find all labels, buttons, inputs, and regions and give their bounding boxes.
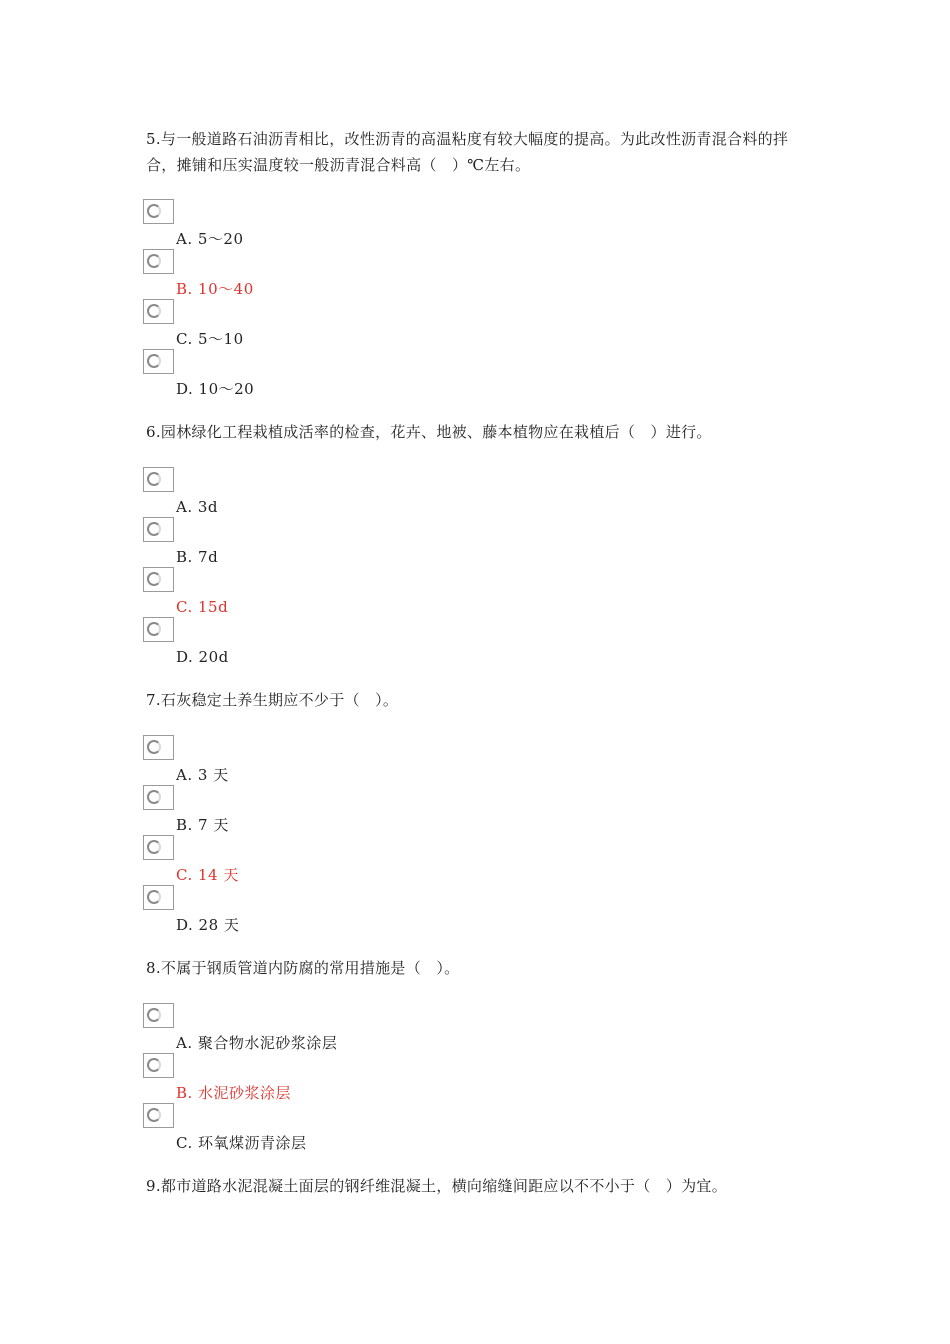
question-6-text: 6.园林绿化工程栽植成活率的检查，花卉、地被、藤本植物应在栽植后（ ）进行。 [146, 423, 712, 441]
radio-circle-icon [147, 572, 161, 586]
option-q6-c: C. 15d [176, 598, 229, 616]
radio-q5-d[interactable] [143, 349, 174, 374]
option-q7-a: A. 3 天 [176, 766, 229, 784]
option-q6-a: A. 3d [176, 498, 219, 516]
radio-q6-a[interactable] [143, 467, 174, 492]
option-q7-b: B. 7 天 [176, 816, 229, 834]
radio-circle-icon [147, 304, 161, 318]
radio-circle-icon [147, 472, 161, 486]
radio-circle-icon [147, 1008, 161, 1022]
radio-circle-icon [147, 522, 161, 536]
radio-q6-b[interactable] [143, 517, 174, 542]
radio-circle-icon [147, 1058, 161, 1072]
radio-q7-d[interactable] [143, 885, 174, 910]
radio-circle-icon [147, 204, 161, 218]
question-9-text: 9.都市道路水泥混凝土面层的钢纤维混凝土，横向缩缝间距应以不不小于（ ）为宜。 [146, 1177, 728, 1195]
radio-q8-c[interactable] [143, 1103, 174, 1128]
radio-q5-c[interactable] [143, 299, 174, 324]
question-8-text: 8.不属于钢质管道内防腐的常用措施是（ ）。 [146, 959, 460, 977]
radio-circle-icon [147, 354, 161, 368]
option-q7-d: D. 28 天 [176, 916, 240, 934]
option-q5-d: D. 10～20 [176, 380, 255, 398]
radio-circle-icon [147, 890, 161, 904]
radio-q7-b[interactable] [143, 785, 174, 810]
option-q8-b: B. 水泥砂浆涂层 [176, 1084, 292, 1102]
radio-circle-icon [147, 622, 161, 636]
option-q7-c: C. 14 天 [176, 866, 239, 884]
radio-q8-a[interactable] [143, 1003, 174, 1028]
question-5-text: 5.与一般道路石油沥青相比，改性沥青的高温粘度有较大幅度的提高。为此改性沥青混合料的拌合，摊铺和压实温度较一般沥青混合料高（ ）℃左右。 [146, 130, 789, 174]
radio-circle-icon [147, 254, 161, 268]
radio-q7-c[interactable] [143, 835, 174, 860]
question-7-text: 7.石灰稳定土养生期应不少于（ ）。 [146, 691, 399, 709]
radio-q6-d[interactable] [143, 617, 174, 642]
radio-q5-a[interactable] [143, 199, 174, 224]
option-q6-d: D. 20d [176, 648, 229, 666]
option-q5-c: C. 5～10 [176, 330, 244, 348]
radio-circle-icon [147, 840, 161, 854]
radio-q6-c[interactable] [143, 567, 174, 592]
option-q5-b: B. 10～40 [176, 280, 254, 298]
radio-circle-icon [147, 740, 161, 754]
option-q5-a: A. 5～20 [176, 230, 244, 248]
option-q8-c: C. 环氧煤沥青涂层 [176, 1134, 307, 1152]
radio-q5-b[interactable] [143, 249, 174, 274]
radio-q8-b[interactable] [143, 1053, 174, 1078]
option-q8-a: A. 聚合物水泥砂浆涂层 [176, 1034, 338, 1052]
radio-circle-icon [147, 1108, 161, 1122]
option-q6-b: B. 7d [176, 548, 219, 566]
radio-circle-icon [147, 790, 161, 804]
radio-q7-a[interactable] [143, 735, 174, 760]
